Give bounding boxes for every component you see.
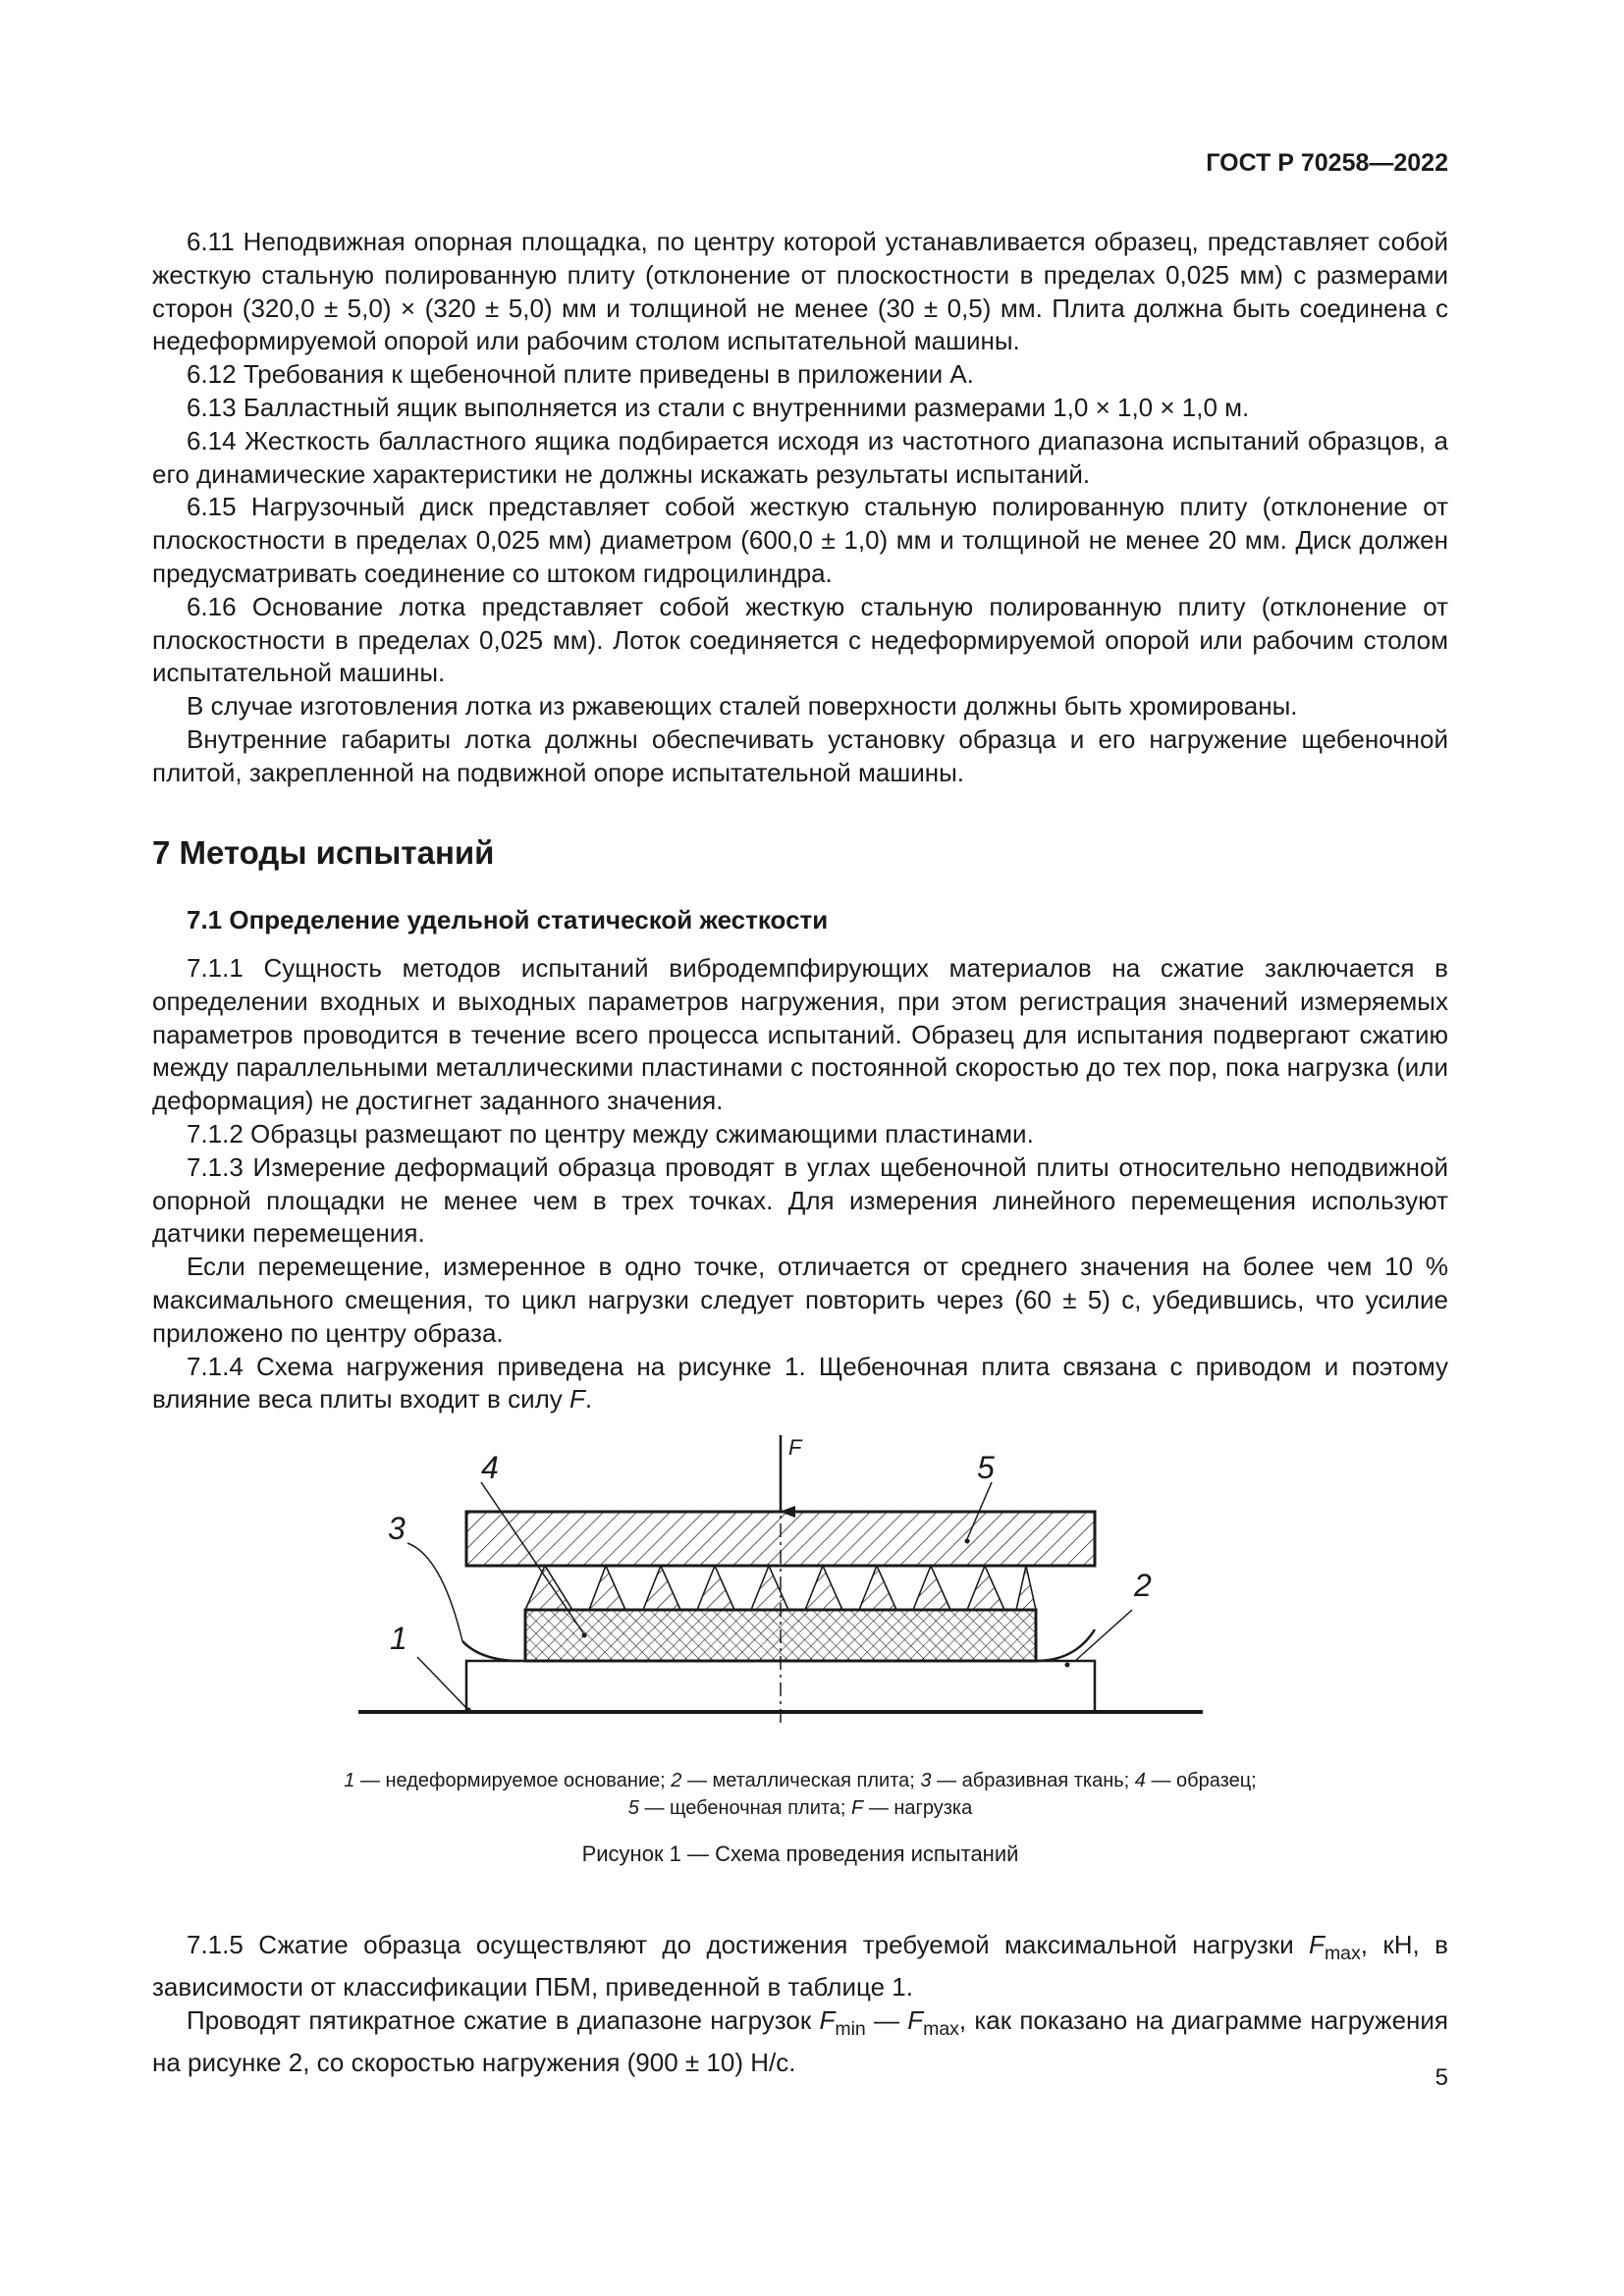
force-label: F (788, 1435, 802, 1460)
legend-line-1 (152, 1767, 1448, 1794)
paragraph-chrome: В случае изготовления лотка из ржавеющих сталей поверхности должны быть хромированы. (187, 691, 1298, 721)
text-7-1-5-b: , кН, в зависимости от классификации ПБМ, приведенной в таблице 1. (152, 1930, 1448, 2002)
fmax-sub-2: max (923, 2017, 959, 2040)
subsection-title: 7.1 Определение удельной статической жесткости (187, 905, 829, 934)
legend-text: — недеформируемое основание; (354, 1770, 672, 1791)
paragraph-7-1-1: 7.1.1 Сущность методов испытаний вибродемпфирующих материалов на сжатие заключается в определении входных и выходных параметров нагружения, при этом регистрация значений измеряемых параметров проводится в течение всего процесса испытаний. Образец для испытания подвергают сжатию между параллельными металлическими пластинами с постоянной скоростью до тех пор, пока нагрузка (или деформация) не достигнет заданного значения. (152, 953, 1448, 1116)
text-7-1-4-end: . (584, 1384, 593, 1415)
paragraph-7-1-2: 7.1.2 Образцы размещают по центру между сжимающими пластинами. (187, 1118, 1034, 1148)
range-dash: — (865, 2004, 908, 2035)
fmax-var-2: F (907, 2004, 924, 2035)
leader-2-dot (1065, 1663, 1070, 1668)
paragraph-7-1-4 (152, 1351, 1448, 1417)
legend-line-2 (152, 1794, 1448, 1822)
paragraph-dimensions: Внутренние габариты лотка должны обеспечивать установку образца и его нагружение щебеночной плитой, закрепленной на подвижной опоре испытательной машины. (152, 723, 1448, 787)
legend-num: 2 (671, 1770, 682, 1791)
closing-text (152, 1929, 1448, 2080)
paragraph-7-1-5 (152, 1929, 1448, 2004)
label-4: 4 (481, 1450, 499, 1485)
legend-num: 5 (627, 1797, 639, 1819)
text-7-1-5-a: 7.1.5 Сжатие образца осуществляют до достижения требуемой максимальной нагрузки (187, 1930, 1310, 1959)
paragraph-five-fold (152, 2004, 1448, 2080)
leader-3 (407, 1543, 462, 1641)
leader-1 (417, 1657, 468, 1710)
legend-num: 3 (920, 1770, 932, 1791)
page-number: 5 (1435, 2064, 1448, 2091)
loading-scheme-drawing (349, 1433, 1213, 1757)
paragraph-6-15: 6.15 Нагрузочный диск представляет собой жесткую стальную полированную плиту (отклонение от плоскостности в пределах 0,025 мм) диаметром (600,0 ± 1,0) мм и толщиной не менее 20 мм. Диск должен предусматривать соединение со штоком гидроцилиндра. (152, 492, 1448, 588)
fmax-var: F (1309, 1930, 1325, 1959)
text-five-fold-b: , как показано на диаграмме нагружения на рисунке 2, со скоростью нагружения (900 ± 10) Н/с. (152, 2004, 1448, 2077)
paragraph-7-1-3: 7.1.3 Измерение деформаций образца проводят в углах щебеночной плиты относительно неподвижной опорной площадки не менее чем в трех точках. Для измерения линейного перемещения используют датчики перемещения. (152, 1151, 1448, 1249)
section-6-text (152, 226, 1448, 790)
label-3: 3 (388, 1511, 406, 1546)
legend-num: 4 (1134, 1770, 1146, 1791)
label-5: 5 (977, 1450, 995, 1485)
subsection-title-block (152, 905, 1448, 935)
legend-text: — нагрузка (863, 1797, 973, 1819)
loading-scheme-figure (349, 1433, 1213, 1757)
section-title: 7 Методы испытаний (152, 834, 495, 871)
legend-text: — образец; (1145, 1770, 1257, 1791)
legend-num: F (851, 1797, 864, 1819)
leader-5-dot (965, 1539, 970, 1544)
paragraph-repeat: Если перемещение, измеренное в одно точке, отличается от среднего значения на более чем 10 % максимального смещения, то цикл нагрузки следует повторить через (60 ± 5) с, убедившись, что усилие приложено по центру образа. (152, 1252, 1448, 1348)
paragraph-6-11: 6.11 Неподвижная опорная площадка, по центру которой устанавливается образец, представляет собой жесткую стальную полированную плиту (отклонение от плоскостности в пределах 0,025 мм) с размерами сторон (320,0 ± 5,0) × (320 ± 5,0) мм и толщиной не менее (30 ± 0,5) мм. Плита должна быть соединена с недеформируемой опорой или рабочим столом испытательной машины. (152, 227, 1448, 356)
standard-header: ГОСТ Р 70258—2022 (1206, 149, 1448, 177)
paragraph-6-12: 6.12 Требования к щебеночной плите приведены в приложении А. (187, 359, 974, 390)
fmax-sub: max (1324, 1943, 1361, 1965)
legend-text: — металлическая плита; (681, 1770, 921, 1791)
text-five-fold-a: Проводят пятикратное сжатие в диапазоне нагрузок (187, 2004, 820, 2035)
legend-text: — абразивная ткань; (931, 1770, 1135, 1791)
paragraph-6-13: 6.13 Балластный ящик выполняется из стали с внутренними размерами 1,0 × 1,0 × 1,0 м. (187, 392, 1250, 422)
paragraph-6-16: 6.16 Основание лотка представляет собой жесткую стальную полированную плиту (отклонение от плоскостности в пределах 0,025 мм). Лоток соединяется с недеформируемой опорой или рабочим столом испытательной машины. (152, 591, 1448, 688)
legend-text: — щебеночная плита; (638, 1797, 852, 1819)
figure-caption: Рисунок 1 — Схема проведения испытаний (581, 1842, 1019, 1866)
leader-2 (1075, 1610, 1132, 1661)
section-7-text (152, 952, 1448, 1416)
abrasive-cloth-left (462, 1641, 520, 1661)
abrasive-cloth-right (1036, 1629, 1095, 1661)
label-1: 1 (390, 1621, 407, 1656)
legend-num: 1 (344, 1770, 355, 1791)
fmin-var: F (819, 2004, 836, 2035)
fmin-sub: min (835, 2017, 866, 2040)
leader-4-dot (582, 1633, 587, 1638)
paragraph-6-14: 6.14 Жесткость балластного ящика подбирается исходя из частотного диапазона испытаний образцов, а его динамические характеристики не должны искажать результаты испытаний. (152, 425, 1448, 489)
force-var: F (569, 1384, 585, 1415)
figure-legend (152, 1767, 1448, 1822)
text-7-1-4: 7.1.4 Схема нагружения приведена на рисунке 1. Щебеночная плита связана с приводом и поэтому влияние веса плиты входит в силу (152, 1351, 1448, 1415)
label-2: 2 (1134, 1568, 1152, 1603)
section-7-title-block (152, 834, 1448, 872)
leader-1-dot (466, 1708, 471, 1713)
